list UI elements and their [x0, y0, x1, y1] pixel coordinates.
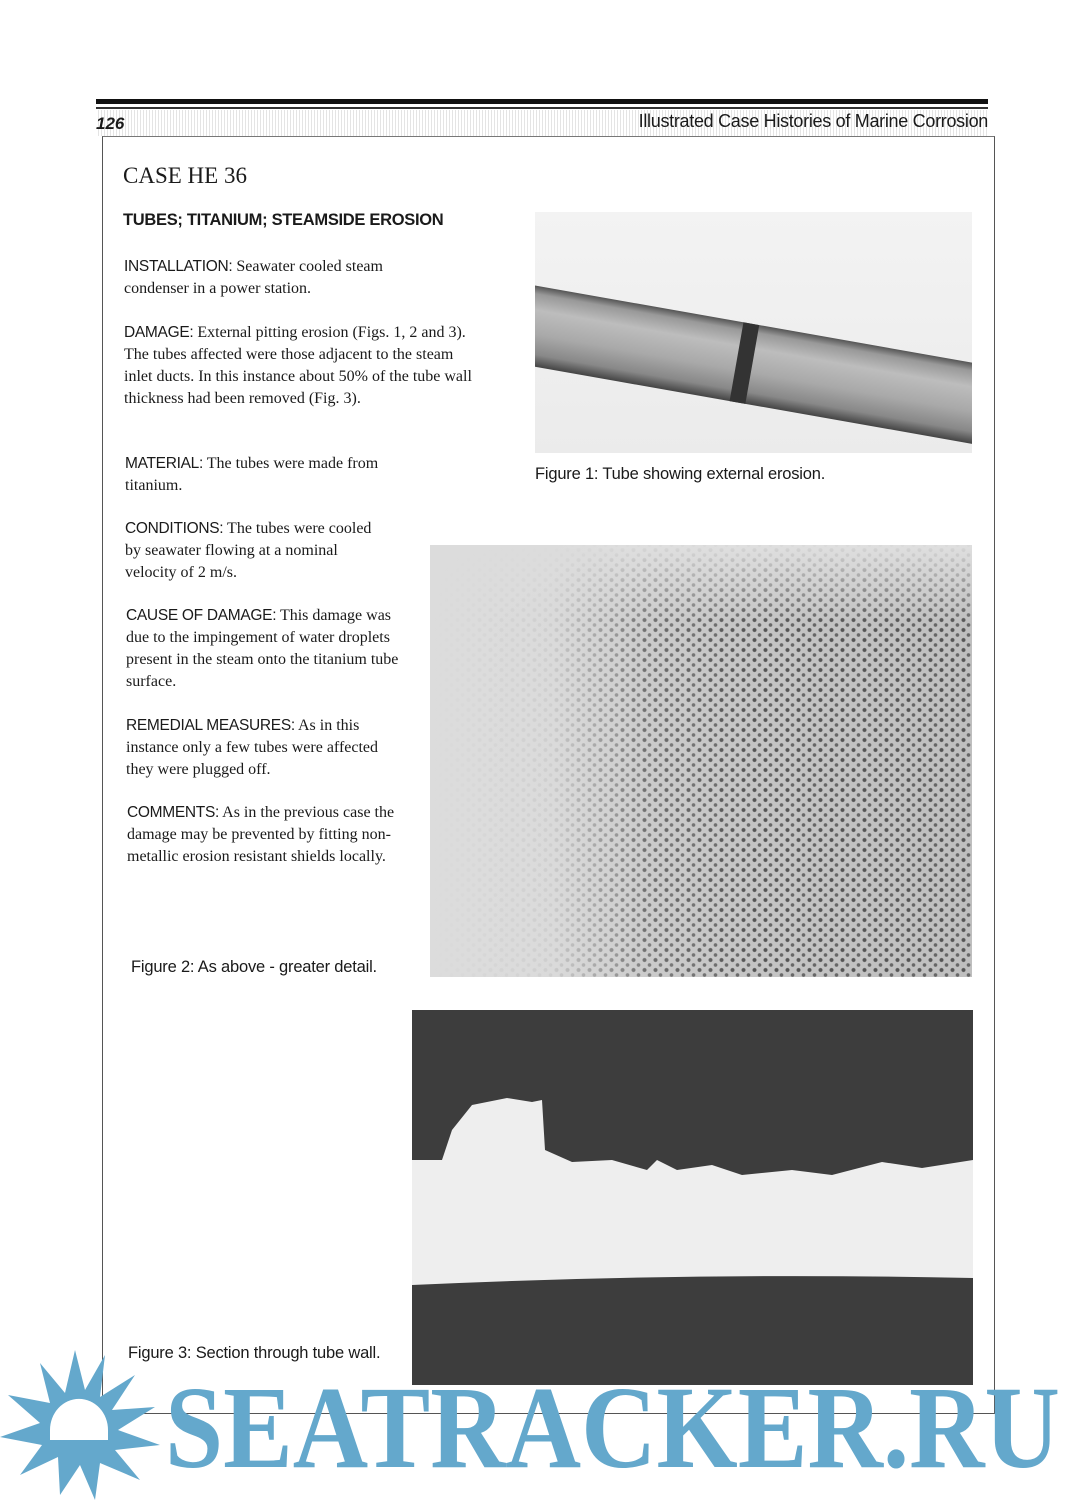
figure-2-photo: [430, 545, 972, 977]
section-label: REMEDIAL MEASURES:: [126, 717, 295, 734]
figure-1-caption: Figure 1: Tube showing external erosion.: [535, 465, 826, 483]
figure-3-photo: [412, 1010, 973, 1385]
tube-joint: [730, 322, 760, 404]
section-damage: [124, 322, 474, 410]
section-conditions: [125, 518, 375, 584]
photo-shading: [430, 545, 972, 977]
section-label: MATERIAL:: [125, 455, 203, 472]
section-comments: [127, 802, 412, 868]
section-cause: [126, 605, 418, 693]
page-number: 126: [96, 114, 125, 133]
section-text: As in this instance only a few tubes were affected they were plugged off.: [126, 717, 379, 778]
section-text: This damage was due to the impingement of water droplets present in the steam onto the titanium tube surface.: [126, 607, 399, 690]
section-label: CAUSE OF DAMAGE:: [126, 607, 277, 624]
section-text: As in the previous case the damage may be prevented by fitting non-metallic erosion resistant shields locally.: [127, 804, 395, 865]
watermark-text: SEATRACKER.RU: [165, 1362, 1060, 1493]
figure-1-photo: [535, 212, 972, 453]
section-text: Seawater cooled steam condenser in a power station.: [124, 258, 383, 297]
figure-2-caption: Figure 2: As above - greater detail.: [131, 958, 377, 976]
section-text: The tubes were cooled by seawater flowing at a nominal velocity of 2 m/s.: [125, 520, 372, 581]
section-label: DAMAGE:: [124, 324, 194, 341]
section-label: CONDITIONS:: [125, 520, 224, 537]
running-title: Illustrated Case Histories of Marine Corrosion: [638, 111, 988, 131]
section-label: INSTALLATION:: [124, 258, 233, 275]
tube-image: [535, 282, 972, 446]
case-title: CASE HE 36: [123, 163, 247, 188]
case-subtitle: TUBES; TITANIUM; STEAMSIDE EROSION: [123, 211, 444, 229]
section-material: [125, 453, 425, 497]
watermark-logo: [0, 1345, 1080, 1504]
section-remedial: [126, 715, 386, 781]
figure-3-caption: Figure 3: Section through tube wall.: [128, 1344, 381, 1362]
tube-wall-section: [412, 1010, 973, 1385]
header-rule-thin: [96, 107, 988, 109]
section-label: COMMENTS:: [127, 804, 220, 821]
section-text: The tubes were made from titanium.: [125, 455, 379, 494]
section-installation: [124, 256, 424, 300]
header-rule: [96, 99, 988, 104]
section-text: External pitting erosion (Figs. 1, 2 and 3). The tubes affected were those adjacent to the steam inlet ducts. In this instance about 50% of the tube wall thickness had been removed (Fig. 3).: [124, 324, 472, 407]
